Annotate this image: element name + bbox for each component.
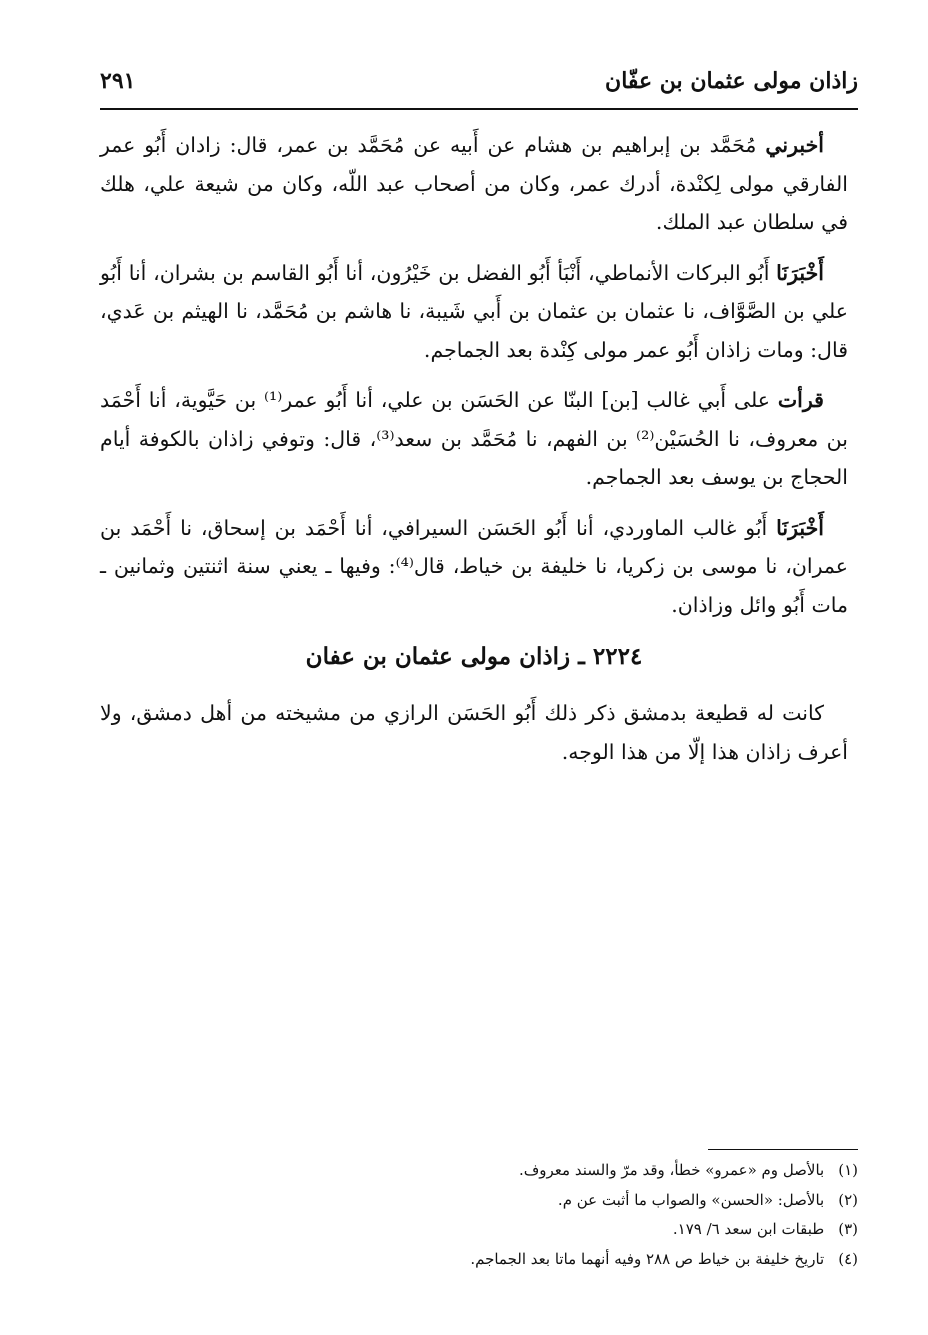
main-text [100,126,848,783]
footnote-2 [98,1186,858,1216]
footnote-rule [708,1149,858,1150]
paragraph-lead: أَخْبَرَنَا [776,515,824,540]
footnote-number: (٤) [838,1249,858,1268]
footnote-text: طبقات ابن سعد ٦/ ١٧٩. [672,1220,825,1238]
header-rule [100,108,858,110]
paragraph-text: أَبُو البركات الأنماطي، أَنْبَأ أَبُو الفضل بن خَيْرُون، أنا أَبُو القاسم بن بشران، أنا أَبُو علي بن الصَّوَّاف، نا عثمان بن عثمان بن أَبي شَيبة، نا هاشم بن مُحَمَّد، نا الهيثم بن عَدي، قال: ومات زاذان أَبُو عمر مولى كِنْدة بعد الجماجم. [100,260,848,362]
paragraph-text: مُحَمَّد بن إبراهيم بن هشام عن أَبيه عن مُحَمَّد بن عمر، قال: زادان أَبُو عمر الفارقي مولى لِكنْدة، أدرك عمر، وكان من أصحاب عبد اللّه، وكان من شيعة علي، هلك في سلطان عبد الملك. [100,133,848,234]
paragraph-3 [100,381,848,497]
paragraph-lead: قرأت [777,388,824,412]
footnote-1 [98,1156,858,1186]
paragraph-lead: أخبرني [765,133,824,157]
paragraph-lead: أَخْبَرَنَا [776,260,824,285]
section-heading: ٢٢٢٤ ـ زاذان مولى عثمان بن عفان [305,643,643,670]
page-number: ٢٩١ [100,68,136,94]
footnote-3 [98,1215,858,1245]
footnotes [98,1156,858,1274]
section-paragraph: كانت له قطيعة بدمشق ذكر ذلك أَبُو الحَسَن الرازي من مشيخته من أهل دمشق، ولا أعرف زاذان هذا إلّا من هذا الوجه. [100,701,848,764]
paragraph-text: على أَبي غالب [بن] البنّا عن الحَسَن بن علي، أنا أَبُو عمر⁽¹⁾ بن حَيَّوية، أنا أَحْمَد بن معروف، نا الحُسَيْن⁽²⁾ بن الفهم، نا مُحَمَّد بن سعد⁽³⁾، قال: وتوفي زاذان بالكوفة أيام الحجاج بن يوسف بعد الجماجم. [100,388,848,489]
footnote-4 [98,1245,858,1275]
footnote-number: (١) [838,1161,858,1179]
footnote-text: بالأصل وم «عمرو» خطأ، وقد مرّ والسند معروف. [518,1161,825,1179]
paragraph-2 [100,254,848,370]
footnote-number: (٣) [838,1220,858,1238]
footnote-number: (٢) [838,1190,858,1209]
running-title: زاذان مولى عثمان بن عفّان [605,68,858,94]
footnote-text: تاريخ خليفة بن خياط ص ٢٨٨ وفيه أنهما ماتا بعد الجماجم. [470,1249,825,1268]
running-head [100,62,858,108]
footnote-text: بالأصل: «الحسن» والصواب ما أثبت عن م. [557,1190,825,1209]
paragraph-4 [100,509,848,625]
paragraph-text: أَبُو غالب الماوردي، أنا أَبُو الحَسَن السيرافي، أنا أَحْمَد بن إسحاق، نا أَحْمَد بن عمران، نا موسى بن زكريا، نا خليفة بن خياط، قال⁽⁴⁾: وفيها ـ يعني سنة اثنتين وثمانين ـ مات أَبُو وائل وزاذان. [100,515,849,617]
paragraph-1 [100,126,848,242]
